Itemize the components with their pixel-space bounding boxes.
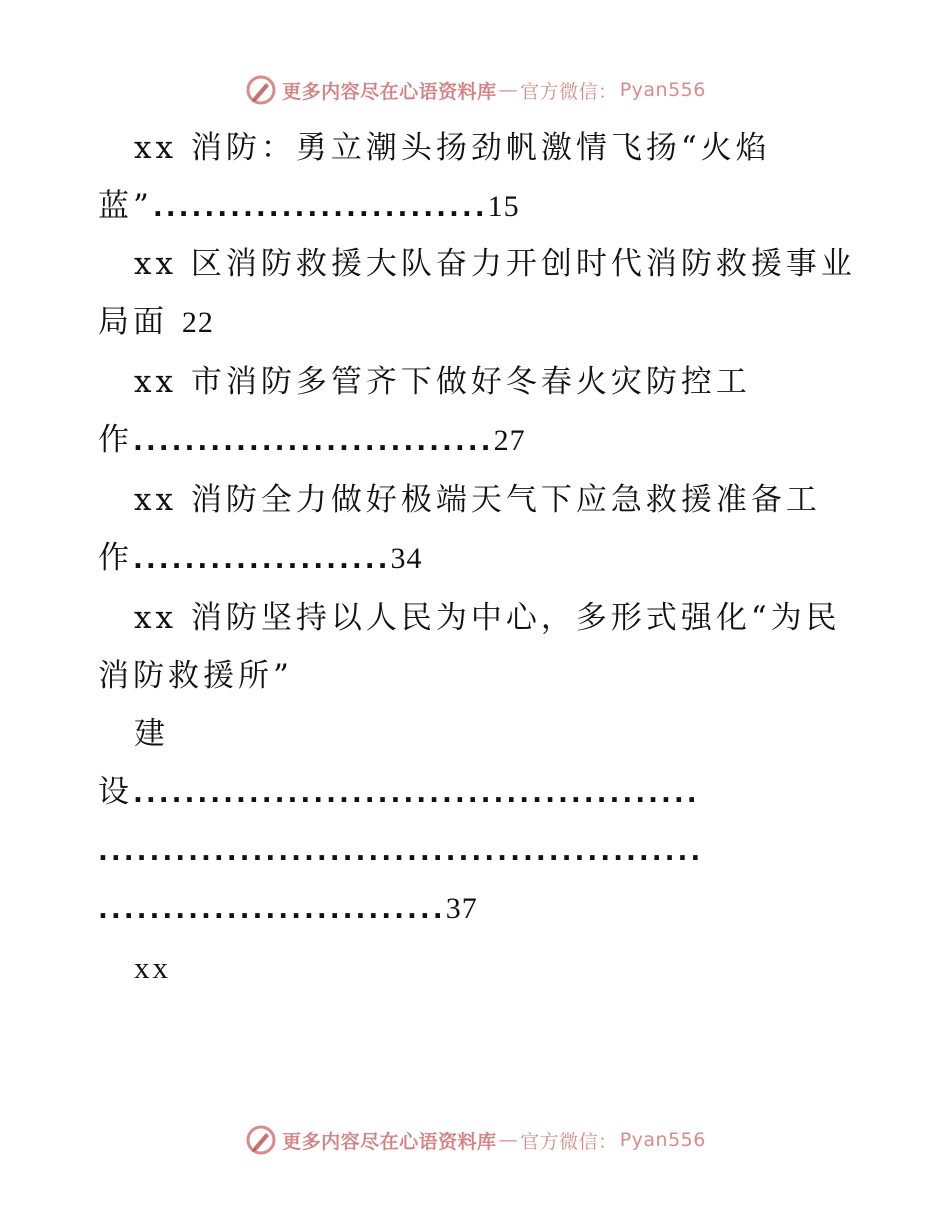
toc-entry-4-tail: 作: [98, 540, 133, 576]
toc-entry-2-line-2: [98, 304, 214, 341]
toc-entry-1-tail: 蓝”: [98, 188, 153, 224]
toc-entry-3-line-1: xx 市消防多管齐下做好冬春火灾防控工: [134, 364, 751, 400]
pen-logo-icon: [244, 73, 278, 107]
toc-entry-5-line-4: [98, 774, 700, 812]
watermark-separator: —: [498, 1129, 519, 1151]
toc-entry-6-line-1: xx: [134, 950, 171, 985]
toc-leader-dots: ............................................: [133, 779, 700, 809]
footer-watermark: [0, 1122, 950, 1158]
watermark-brand: 更多内容尽在心语资料库: [282, 1130, 497, 1153]
toc-entry-3-tail: 作: [98, 422, 133, 458]
toc-page-number: 27: [493, 424, 526, 457]
toc-entry-1-line-1: xx 消防：勇立潮头扬劲帆激情飞扬“火焰: [134, 130, 771, 166]
toc-entry-1-line-2: [98, 188, 520, 226]
watermark-label: 官方微信：: [520, 1130, 618, 1153]
toc-entry-5-line-3: 建: [134, 716, 169, 752]
toc-page-number: 37: [445, 892, 478, 925]
toc-leader-dots: ............................: [133, 427, 494, 457]
toc-entry-5-line-2: 消防救援所”: [98, 658, 293, 694]
watermark-wechat-id: Pyan556: [619, 1129, 706, 1151]
watermark-wechat-id: Pyan556: [619, 79, 706, 101]
toc-leader-dots: ...............................................: [98, 837, 704, 867]
toc-entry-2-tail: 局面: [98, 304, 168, 340]
toc-page-number: 34: [390, 542, 423, 575]
toc-page-number: 22: [181, 306, 214, 339]
watermark-brand: 更多内容尽在心语资料库: [282, 80, 497, 103]
toc-entry-5-line-6: [98, 890, 478, 928]
toc-entry-3-line-2: [98, 422, 526, 460]
watermark-label: 官方微信：: [520, 80, 618, 103]
pen-logo-icon: [244, 1123, 278, 1157]
watermark-separator: —: [498, 79, 519, 101]
toc-page-number: 15: [487, 190, 520, 223]
toc-entry-4-line-2: [98, 540, 423, 578]
header-watermark: [0, 72, 950, 108]
toc-leader-dots: ....................: [133, 545, 391, 575]
toc-entry-5-tail: 设: [98, 774, 133, 810]
toc-leader-dots: ..........................: [152, 193, 488, 223]
toc-entry-4-line-1: xx 消防全力做好极端天气下应急救援准备工: [134, 482, 821, 518]
toc-entry-2-line-1: xx 区消防救援大队奋力开创时代消防救援事业: [134, 246, 856, 282]
toc-leader-dots: ...........................: [98, 895, 446, 925]
toc-entry-5-line-1: xx 消防坚持以人民为中心，多形式强化“为民: [134, 600, 841, 636]
toc-entry-5-line-5: [98, 832, 703, 870]
